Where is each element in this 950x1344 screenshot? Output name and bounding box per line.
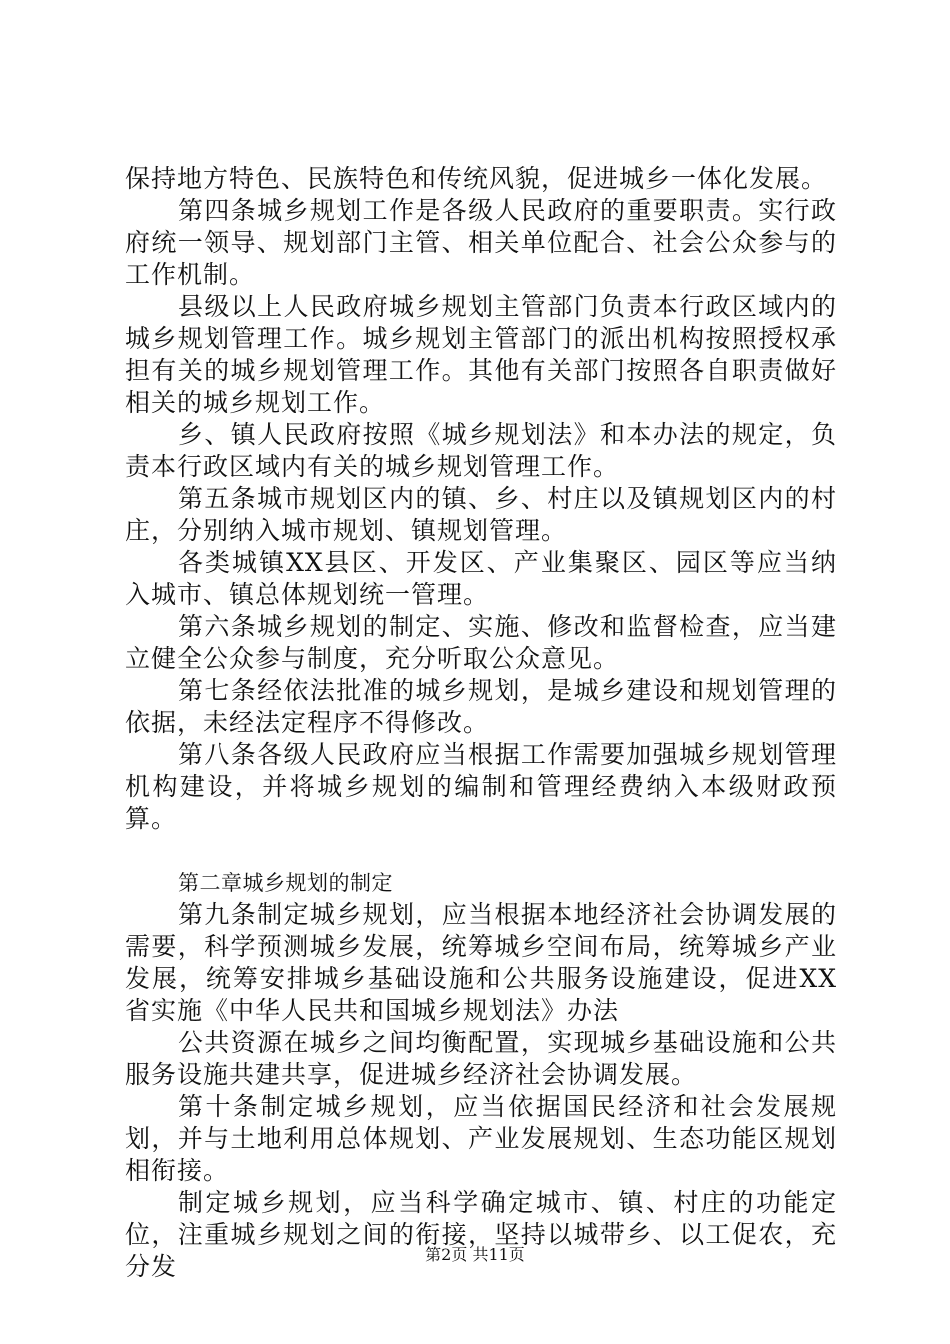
paragraph: 各类城镇XX县区、开发区、产业集聚区、园区等应当纳入城市、镇总体规划统一管理。 — [125, 548, 837, 609]
paragraph: 制定城乡规划，应当科学确定城市、镇、村庄的功能定位，注重城乡规划之间的衔接，坚持以城带乡、以工促农，充分发 — [125, 1188, 837, 1281]
paragraph: 第八条各级人民政府应当根据工作需要加强城乡规划管理机构建设，并将城乡规划的编制和管理经费纳入本级财政预算。 — [125, 740, 837, 833]
paragraph: 保持地方特色、民族特色和传统风貌，促进城乡一体化发展。 — [125, 164, 828, 193]
document-body — [125, 163, 837, 1283]
chapter-heading: 第二章城乡规划的制定 — [178, 871, 393, 895]
paragraph: 第四条城乡规划工作是各级人民政府的重要职责。实行政府统一领导、规划部门主管、相关单位配合、社会公众参与的工作机制。 — [125, 196, 837, 289]
paragraph: 第十条制定城乡规划，应当依据国民经济和社会发展规划，并与土地利用总体规划、产业发展规划、生态功能区规划相衔接。 — [125, 1092, 837, 1185]
paragraph: 第五条城市规划区内的镇、乡、村庄以及镇规划区内的村庄，分别纳入城市规划、镇规划管理。 — [125, 484, 837, 545]
paragraph: 公共资源在城乡之间均衡配置，实现城乡基础设施和公共服务设施共建共享，促进城乡经济社会协调发展。 — [125, 1028, 837, 1089]
paragraph: 县级以上人民政府城乡规划主管部门负责本行政区域内的城乡规划管理工作。城乡规划主管部门的派出机构按照授权承担有关的城乡规划管理工作。其他有关部门按照各自职责做好相关的城乡规划工作。 — [125, 292, 837, 417]
paragraph: 第六条城乡规划的制定、实施、修改和监督检查，应当建立健全公众参与制度，充分听取公众意见。 — [125, 612, 837, 673]
paragraph: 第九条制定城乡规划，应当根据本地经济社会协调发展的需要，科学预测城乡发展，统筹城乡空间布局，统筹城乡产业发展，统筹安排城乡基础设施和公共服务设施建设，促进XX省实施《中华人民共和国城乡规划法》办法 — [125, 900, 837, 1025]
paragraph: 乡、镇人民政府按照《城乡规划法》和本办法的规定，负责本行政区域内有关的城乡规划管理工作。 — [125, 420, 837, 481]
paragraph: 第七条经依法批准的城乡规划，是城乡建设和规划管理的依据，未经法定程序不得修改。 — [125, 676, 837, 737]
page-footer: 第2页 共11页 — [425, 1245, 525, 1264]
